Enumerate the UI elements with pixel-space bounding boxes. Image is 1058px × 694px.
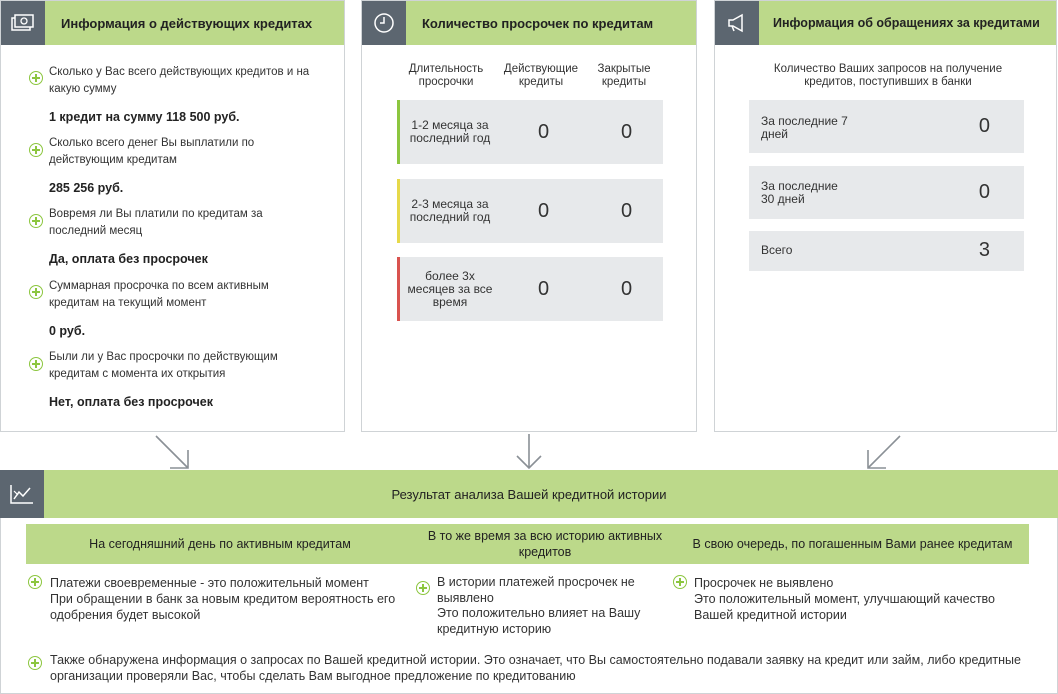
- plus-icon: [29, 285, 43, 299]
- overdue-row-label: более 3х месяцев за все время: [407, 268, 493, 309]
- requests-subtitle: Количество Ваших запросов на получение кредитов, поступивших в банки: [773, 63, 1003, 88]
- overdue-row: [397, 100, 663, 164]
- result-footer-text: Также обнаружена информация о запросах по Вашей кредитной истории. Это означает, что Вы самостоятельно подавали заявку на кредит или займ, либо кредитные организации проверяли Вас, чтобы сделать Вам выгодное предложение по кредитованию: [50, 653, 1021, 683]
- requests-row: [749, 166, 1024, 219]
- column-header: Длительность просрочки: [408, 63, 484, 88]
- money-icon: [1, 1, 45, 45]
- plus-icon: [416, 581, 430, 595]
- result-column-header: На сегодняшний день по активным кредитам: [26, 524, 414, 564]
- answer-text: 285 256 руб.: [49, 181, 124, 195]
- overdue-row-label: 1-2 месяца за последний год: [409, 118, 491, 145]
- result-text: Платежи своевременные - это положительный момент: [50, 576, 369, 590]
- result-text: Это положительно влияет на Вашу кредитную историю: [437, 606, 641, 636]
- question-text: Сколько у Вас всего действующих кредитов и на какую сумму: [49, 66, 310, 95]
- plus-icon: [28, 575, 42, 589]
- result-title: Результат анализа Вашей кредитной истории: [391, 486, 667, 502]
- requests-row: [749, 100, 1024, 153]
- overdue-row: [397, 257, 663, 321]
- active-credits-title: Информация о действующих кредитах: [61, 15, 313, 31]
- active-credits-header: [1, 1, 344, 45]
- requests-row: [749, 231, 1024, 271]
- closed-count: 0: [621, 199, 633, 222]
- requests-count: 0: [978, 181, 990, 203]
- column-header: Действующие кредиты: [503, 63, 579, 88]
- question-text: Сколько всего денег Вы выплатили по действующим кредитам: [49, 137, 255, 166]
- overdue-title: Количество просрочек по кредитам: [422, 15, 654, 31]
- plus-icon: [673, 575, 687, 589]
- answer-text: 1 кредит на сумму 118 500 руб.: [49, 110, 240, 124]
- megaphone-icon: [715, 1, 759, 45]
- requests-header: [715, 1, 1056, 45]
- overdue-header: [362, 1, 696, 45]
- answer-text: Нет, оплата без просрочек: [49, 395, 213, 409]
- answer-text: 0 руб.: [49, 324, 86, 338]
- chart-icon: [0, 470, 44, 518]
- active-count: 0: [538, 199, 550, 222]
- result-text: Это положительный момент, улучшающий качество Вашей кредитной истории: [694, 592, 996, 622]
- result-text: В истории платежей просрочек не выявлено: [437, 575, 635, 605]
- result-column-header: В свою очередь, по погашенным Вами ранее кредитам: [676, 524, 1029, 564]
- requests-count: 0: [978, 115, 990, 137]
- arrow-down-right-icon: [152, 432, 192, 472]
- plus-icon: [29, 357, 43, 371]
- active-credits-panel: [0, 0, 345, 432]
- arrow-down-left-icon: [864, 432, 904, 472]
- plus-icon: [29, 71, 43, 85]
- plus-icon: [29, 214, 43, 228]
- clock-icon: [362, 1, 406, 45]
- plus-icon: [29, 143, 43, 157]
- result-header: [0, 470, 1058, 518]
- closed-count: 0: [621, 120, 633, 143]
- overdue-row-label: 2-3 месяца за последний год: [409, 197, 491, 224]
- active-count: 0: [538, 120, 550, 143]
- requests-row-label: За последние 30 дней: [761, 179, 838, 206]
- requests-row-label: Всего: [761, 243, 793, 257]
- column-header: Закрытые кредиты: [597, 63, 651, 88]
- result-column-header: В то же время за всю историю активных кредитов: [414, 524, 676, 564]
- answer-text: Да, оплата без просрочек: [49, 252, 208, 266]
- active-count: 0: [538, 277, 550, 300]
- question-text: Суммарная просрочка по всем активным кредитам на текущий момент: [49, 280, 269, 309]
- requests-count: 3: [978, 239, 990, 261]
- overdue-row: [397, 179, 663, 243]
- arrow-down-icon: [514, 432, 544, 470]
- requests-title: Информация об обращениях за кредитами: [773, 16, 1040, 30]
- plus-icon: [28, 656, 42, 670]
- closed-count: 0: [621, 277, 633, 300]
- result-text: При обращении в банк за новым кредитом вероятность его одобрения будет высокой: [50, 592, 396, 622]
- result-text: Просрочек не выявлено: [694, 576, 834, 590]
- requests-row-label: За последние 7 дней: [761, 114, 848, 141]
- question-text: Были ли у Вас просрочки по действующим кредитам с момента их открытия: [49, 351, 278, 380]
- question-text: Вовремя ли Вы платили по кредитам за последний месяц: [49, 208, 263, 237]
